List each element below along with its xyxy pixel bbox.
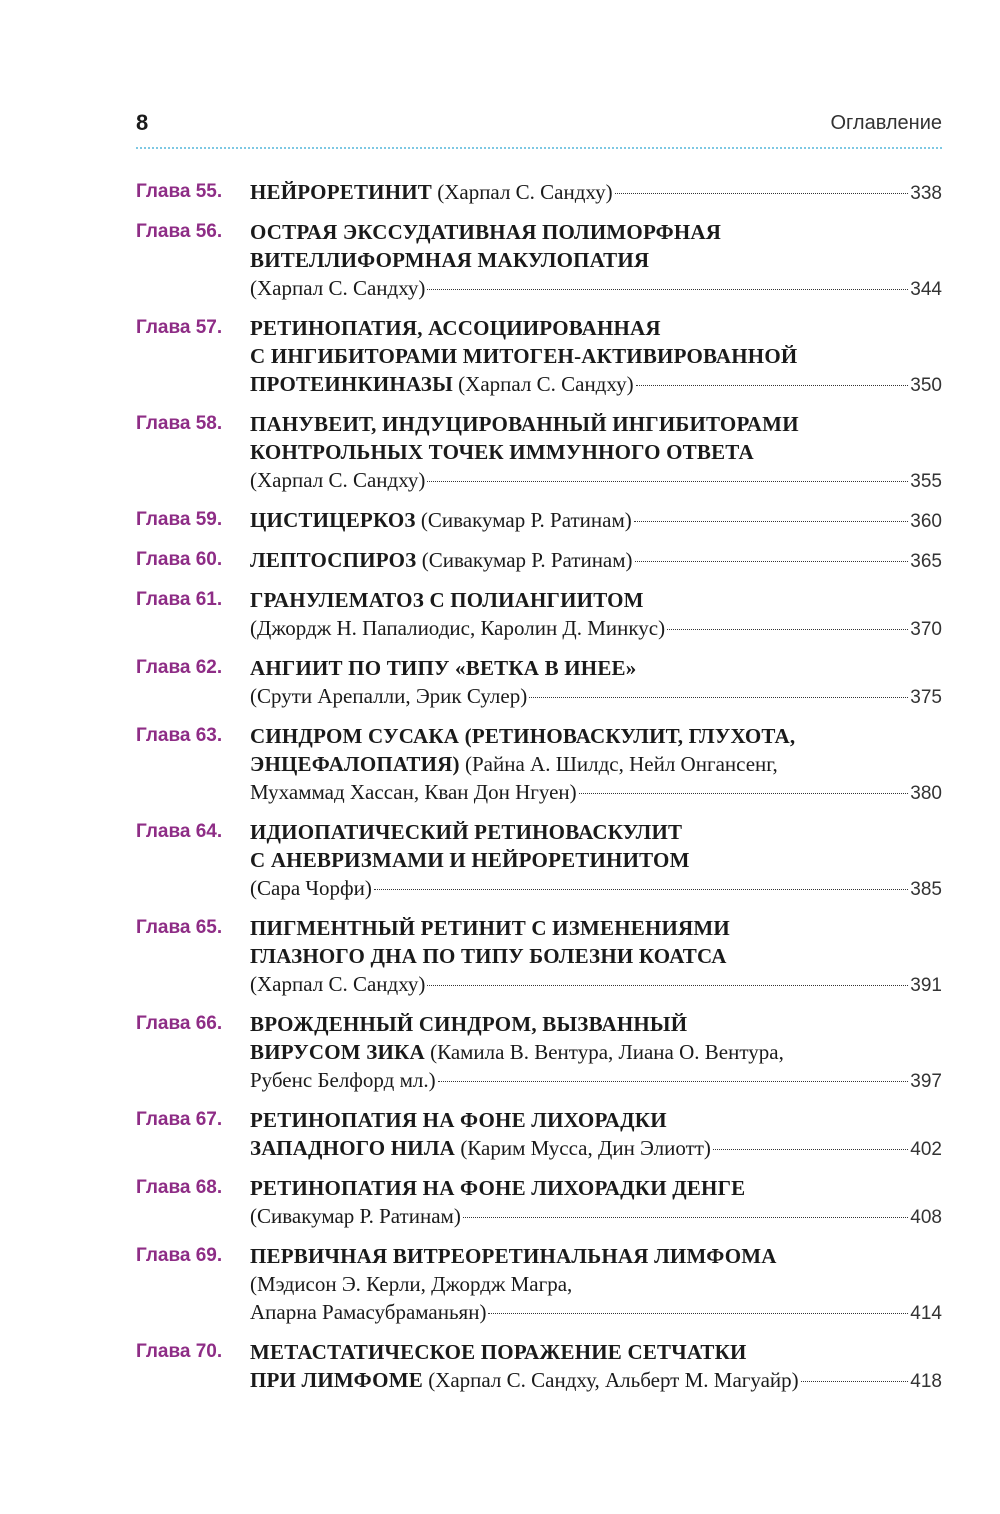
toc-entry[interactable] — [136, 546, 942, 576]
chapter-last-text — [250, 178, 613, 206]
toc-entry[interactable] — [136, 1010, 942, 1096]
page-reference: 338 — [910, 183, 942, 204]
chapter-last-line — [250, 970, 942, 1000]
chapter-last-line — [250, 506, 942, 536]
chapter-title-line: АНГИИТ ПО ТИПУ «ВЕТКА В ИНЕЕ» — [250, 656, 637, 680]
section-title: Оглавление — [830, 112, 942, 134]
chapter-last-line — [250, 274, 942, 304]
chapter-title-line: РЕТИНОПАТИЯ НА ФОНЕ ЛИХОРАДКИ — [250, 1108, 667, 1132]
chapter-authors: (Карим Мусса, Дин Элиотт) — [460, 1136, 711, 1160]
chapter-label: Глава 59. — [136, 509, 223, 530]
chapter-title-line: ОСТРАЯ ЭКССУДАТИВНАЯ ПОЛИМОРФНАЯ — [250, 220, 722, 244]
chapter-title-authors-line — [250, 750, 942, 778]
chapter-label: Глава 69. — [136, 1245, 223, 1266]
page-reference: 397 — [910, 1071, 942, 1092]
chapter-title-line: ПЕРВИЧНАЯ ВИТРЕОРЕТИНАЛЬНАЯ ЛИМФОМА — [250, 1244, 777, 1268]
chapter-authors: (Харпал С. Сандху) — [250, 276, 426, 300]
toc-entry[interactable] — [136, 1174, 942, 1232]
chapter-last-text — [250, 1202, 461, 1230]
chapter-last-text — [250, 874, 372, 902]
chapter-last-line — [250, 178, 942, 208]
dot-leader — [801, 1381, 909, 1382]
chapter-authors: (Харпал С. Сандху) — [437, 180, 613, 204]
chapter-label: Глава 68. — [136, 1177, 223, 1198]
chapter-last-line — [250, 614, 942, 644]
chapter-authors: (Харпал С. Сандху) — [458, 372, 634, 396]
chapter-title-line: ПАНУВЕИТ, ИНДУЦИРОВАННЫЙ ИНГИБИТОРАМИ — [250, 412, 799, 436]
chapter-label: Глава 63. — [136, 725, 223, 746]
toc-entry[interactable] — [136, 410, 942, 496]
chapter-last-text — [250, 778, 577, 806]
chapter-authors: (Сара Чорфи) — [250, 876, 372, 900]
chapter-last-line — [250, 370, 942, 400]
chapter-last-line — [250, 546, 942, 576]
toc-entry[interactable] — [136, 818, 942, 904]
toc-entry[interactable] — [136, 1242, 942, 1328]
dot-leader — [713, 1149, 908, 1150]
page-reference: 402 — [910, 1139, 942, 1160]
chapter-label: Глава 58. — [136, 413, 223, 434]
page-reference: 380 — [910, 783, 942, 804]
chapter-last-line — [250, 1366, 942, 1396]
chapter-body — [250, 1106, 942, 1164]
chapter-title-line: ИДИОПАТИЧЕСКИЙ РЕТИНОВАСКУЛИТ — [250, 820, 683, 844]
table-of-contents — [136, 178, 942, 1406]
chapter-title-line: ВИТЕЛЛИФОРМНАЯ МАКУЛОПАТИЯ — [250, 248, 650, 272]
chapter-last-line — [250, 778, 942, 808]
dot-leader — [636, 385, 909, 386]
chapter-authors: Рубенс Белфорд мл.) — [250, 1068, 436, 1092]
chapter-title-line: СИНДРОМ СУСАКА (РЕТИНОВАСКУЛИТ, ГЛУХОТА, — [250, 724, 796, 748]
chapter-authors: (Сивакумар Р. Ратинам) — [250, 1204, 461, 1228]
chapter-last-line — [250, 466, 942, 496]
page-reference: 350 — [910, 375, 942, 396]
chapter-title-authors-line — [250, 1038, 942, 1066]
chapter-body — [250, 1010, 942, 1096]
chapter-label: Глава 61. — [136, 589, 223, 610]
chapter-last-text — [250, 1066, 436, 1094]
toc-entry[interactable] — [136, 654, 942, 712]
chapter-body — [250, 506, 942, 536]
chapter-title-line: ПРИ ЛИМФОМЕ — [250, 1368, 423, 1392]
chapter-last-text — [250, 1298, 486, 1326]
page-number: 8 — [136, 110, 149, 135]
toc-entry[interactable] — [136, 914, 942, 1000]
dot-leader — [427, 481, 908, 482]
chapter-authors: (Сивакумар Р. Ратинам) — [421, 548, 633, 572]
dot-leader — [667, 629, 908, 630]
chapter-title-line: МЕТАСТАТИЧЕСКОЕ ПОРАЖЕНИЕ СЕТЧАТКИ — [250, 1340, 747, 1364]
page-reference: 391 — [910, 975, 942, 996]
page-reference: 344 — [910, 279, 942, 300]
chapter-authors: (Харпал С. Сандху, Альберт М. Магуайр) — [428, 1368, 799, 1392]
chapter-title-line: НЕЙРОРЕТИНИТ — [250, 180, 432, 204]
chapter-last-text — [250, 970, 425, 998]
chapter-title-line: ГРАНУЛЕМАТОЗ С ПОЛИАНГИИТОМ — [250, 588, 644, 612]
page-reference: 360 — [910, 511, 942, 532]
page-reference: 414 — [910, 1303, 942, 1324]
chapter-last-text — [250, 506, 632, 534]
chapter-label: Глава 65. — [136, 917, 223, 938]
chapter-label: Глава 56. — [136, 221, 223, 242]
chapter-title-line: КОНТРОЛЬНЫХ ТОЧЕК ИММУННОГО ОТВЕТА — [250, 440, 754, 464]
chapter-last-line — [250, 682, 942, 712]
chapter-body — [250, 178, 942, 208]
chapter-body — [250, 1174, 942, 1232]
toc-entry[interactable] — [136, 1106, 942, 1164]
chapter-title-line: ПИГМЕНТНЫЙ РЕТИНИТ С ИЗМЕНЕНИЯМИ — [250, 916, 730, 940]
chapter-last-line — [250, 1066, 942, 1096]
chapter-title-line: ГЛАЗНОГО ДНА ПО ТИПУ БОЛЕЗНИ КОАТСА — [250, 944, 727, 968]
chapter-body — [250, 722, 942, 808]
chapter-last-text — [250, 682, 527, 710]
running-header — [136, 110, 942, 140]
chapter-body — [250, 546, 942, 576]
chapter-label: Глава 70. — [136, 1341, 223, 1362]
dot-leader — [427, 289, 908, 290]
chapter-authors: (Камила В. Вентура, Лиана О. Вентура, — [430, 1040, 784, 1064]
chapter-last-text — [250, 546, 633, 574]
chapter-last-line — [250, 1202, 942, 1232]
chapter-body — [250, 314, 942, 400]
chapter-body — [250, 818, 942, 904]
chapter-last-line — [250, 1298, 942, 1328]
chapter-title-line: ЗАПАДНОГО НИЛА — [250, 1136, 456, 1160]
chapter-last-text — [250, 1134, 711, 1162]
dot-leader — [438, 1081, 909, 1082]
toc-entry[interactable] — [136, 586, 942, 644]
toc-entry[interactable] — [136, 722, 942, 808]
page-reference: 370 — [910, 619, 942, 640]
chapter-body — [250, 410, 942, 496]
chapter-title-line: С ИНГИБИТОРАМИ МИТОГЕН-АКТИВИРОВАННОЙ — [250, 344, 798, 368]
dot-leader — [488, 1313, 908, 1314]
chapter-body — [250, 218, 942, 304]
chapter-last-text — [250, 274, 425, 302]
chapter-title-line: ЛЕПТОСПИРОЗ — [250, 548, 417, 572]
chapter-title-line: ВИРУСОМ ЗИКА — [250, 1040, 425, 1064]
chapter-authors: (Харпал С. Сандху) — [250, 972, 426, 996]
page-reference: 385 — [910, 879, 942, 900]
chapter-last-text — [250, 466, 425, 494]
page-reference: 355 — [910, 471, 942, 492]
dot-leader — [634, 521, 909, 522]
chapter-last-text — [250, 614, 665, 642]
chapter-last-text — [250, 1366, 799, 1394]
chapter-title-line: ЦИСТИЦЕРКОЗ — [250, 508, 416, 532]
chapter-label: Глава 67. — [136, 1109, 223, 1130]
chapter-body — [250, 1242, 942, 1328]
chapter-label: Глава 55. — [136, 181, 223, 202]
chapter-authors: Мухаммад Хассан, Кван Дон Нгуен) — [250, 780, 577, 804]
chapter-title-line: ПРОТЕИНКИНАЗЫ — [250, 372, 453, 396]
toc-entry[interactable] — [136, 178, 942, 208]
chapter-authors: (Мэдисон Э. Керли, Джордж Магра, — [250, 1272, 573, 1296]
page-reference: 365 — [910, 551, 942, 572]
chapter-body — [250, 914, 942, 1000]
chapter-title-line: ВРОЖДЕННЫЙ СИНДРОМ, ВЫЗВАННЫЙ — [250, 1012, 688, 1036]
chapter-label: Глава 64. — [136, 821, 223, 842]
toc-entry[interactable] — [136, 1338, 942, 1396]
chapter-authors: (Райна А. Шилдс, Нейл Онгансенг, — [464, 752, 778, 776]
chapter-body — [250, 654, 942, 712]
toc-entry[interactable] — [136, 314, 942, 400]
dot-leader — [427, 985, 908, 986]
chapter-authors: (Харпал С. Сандху) — [250, 468, 426, 492]
page-reference: 418 — [910, 1371, 942, 1392]
chapter-authors: (Срути Арепалли, Эрик Сулер) — [250, 684, 528, 708]
page-reference: 408 — [910, 1207, 942, 1228]
chapter-authors: (Сивакумар Р. Ратинам) — [420, 508, 632, 532]
dot-leader — [529, 697, 908, 698]
chapter-title-line: С АНЕВРИЗМАМИ И НЕЙРОРЕТИНИТОМ — [250, 848, 690, 872]
dot-leader — [615, 193, 909, 194]
chapter-last-text — [250, 370, 634, 398]
chapter-title-line: РЕТИНОПАТИЯ, АССОЦИИРОВАННАЯ — [250, 316, 661, 340]
chapter-body — [250, 586, 942, 644]
dot-leader — [635, 561, 909, 562]
chapter-title-line: ЭНЦЕФАЛОПАТИЯ) — [250, 752, 460, 776]
dot-leader — [463, 1217, 908, 1218]
header-divider — [136, 147, 942, 149]
chapter-label: Глава 62. — [136, 657, 223, 678]
page-reference: 375 — [910, 687, 942, 708]
chapter-label: Глава 57. — [136, 317, 223, 338]
dot-leader — [374, 889, 908, 890]
chapter-authors: Апарна Рамасубраманьян) — [250, 1300, 487, 1324]
toc-entry[interactable] — [136, 218, 942, 304]
chapter-label: Глава 60. — [136, 549, 223, 570]
chapter-body — [250, 1338, 942, 1396]
toc-entry[interactable] — [136, 506, 942, 536]
chapter-authors: (Джордж Н. Папалиодис, Каролин Д. Минкус) — [250, 616, 666, 640]
chapter-title-line: РЕТИНОПАТИЯ НА ФОНЕ ЛИХОРАДКИ ДЕНГЕ — [250, 1176, 746, 1200]
chapter-last-line — [250, 874, 942, 904]
chapter-last-line — [250, 1134, 942, 1164]
chapter-label: Глава 66. — [136, 1013, 223, 1034]
dot-leader — [579, 793, 909, 794]
